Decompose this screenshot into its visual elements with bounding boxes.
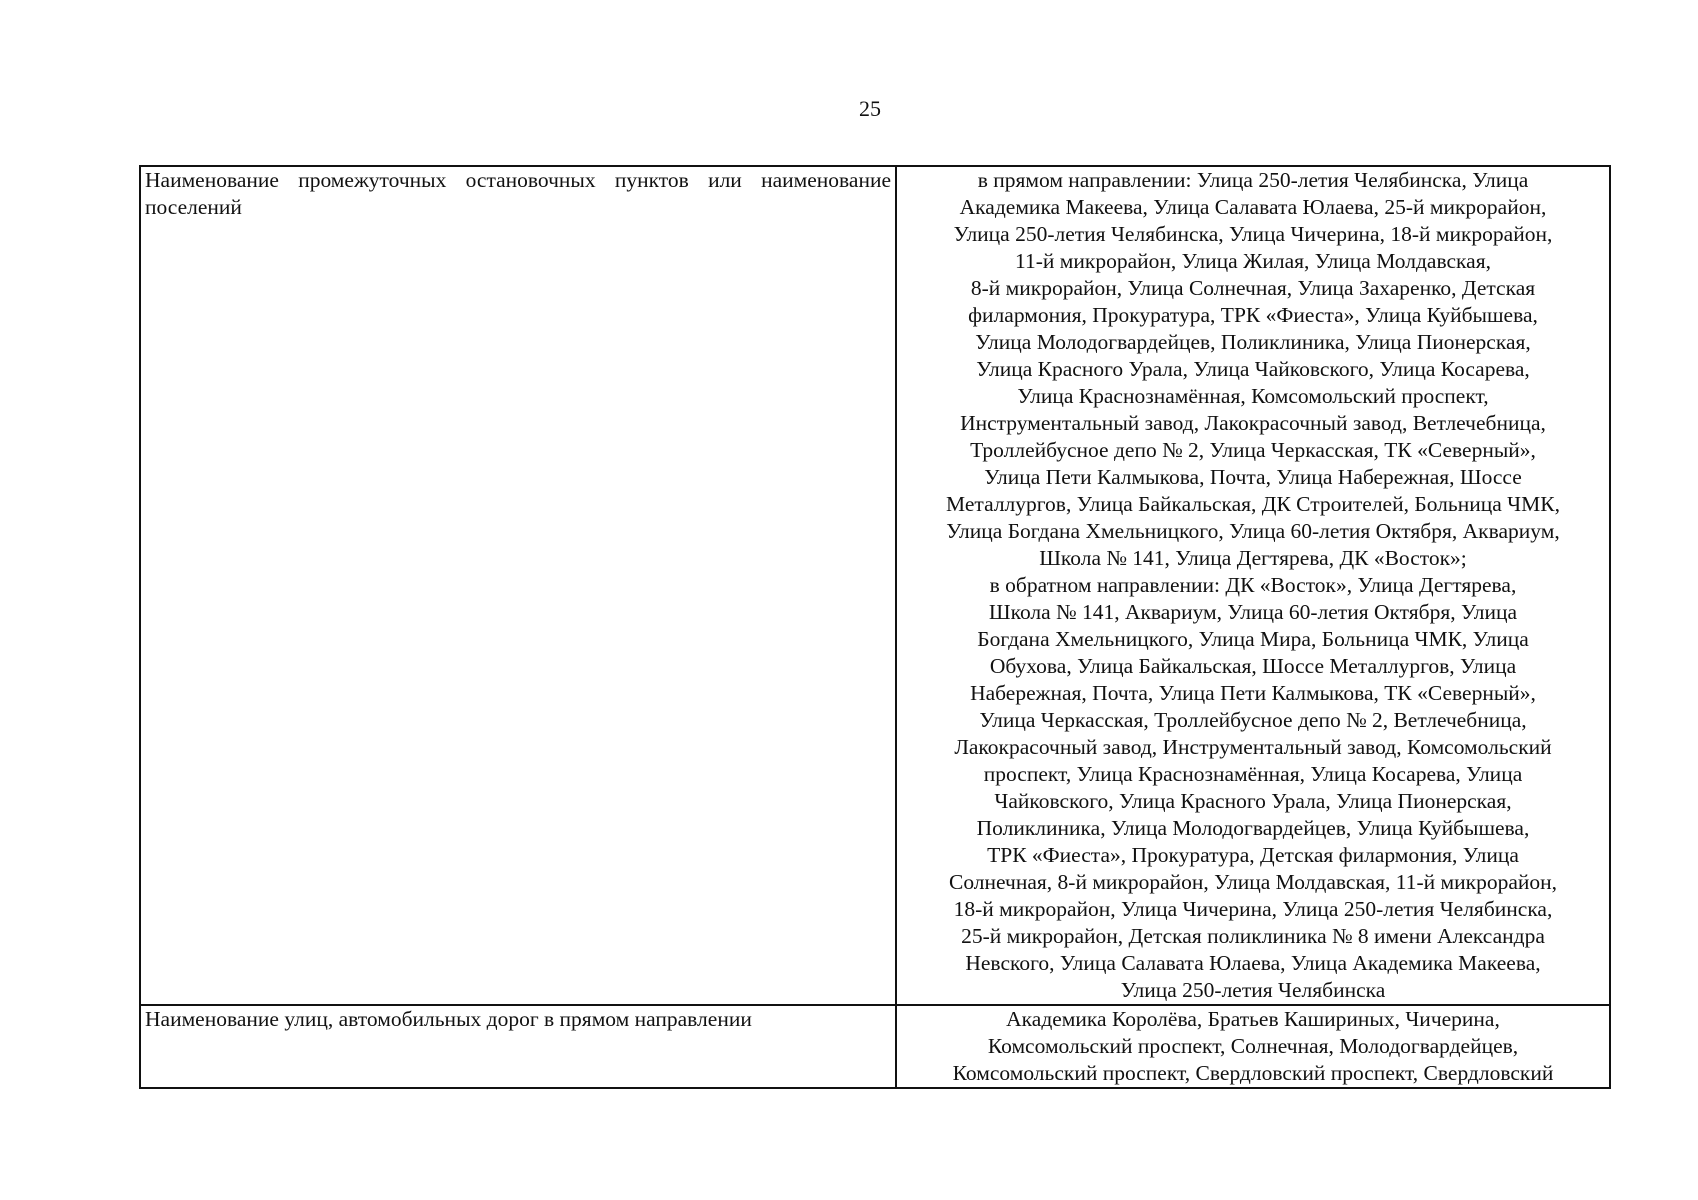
value-line: Поликлиника, Улица Молодогвардейцев, Улица Куйбышева, bbox=[976, 816, 1530, 840]
value-line: Улица Богдана Хмельницкого, Улица 60-летия Октября, Аквариум, bbox=[946, 519, 1560, 543]
value-line: Солнечная, 8-й микрорайон, Улица Молдавская, 11-й микрорайон, bbox=[948, 870, 1557, 894]
value-line: 8-й микрорайон, Улица Солнечная, Улица Захаренко, Детская bbox=[970, 276, 1536, 300]
value-line: Комсомольский проспект, Свердловский проспект, Свердловский bbox=[952, 1061, 1554, 1085]
value-line: Улица Краснознамённая, Комсомольский проспект, bbox=[1017, 384, 1489, 408]
value-line: филармония, Прокуратура, ТРК «Фиеста», Улица Куйбышева, bbox=[968, 303, 1538, 327]
value-line: Богдана Хмельницкого, Улица Мира, Больница ЧМК, Улица bbox=[977, 627, 1529, 651]
value-line: Комсомольский проспект, Солнечная, Молодогвардейцев, bbox=[987, 1034, 1519, 1058]
value-line: 18-й микрорайон, Улица Чичерина, Улица 250-летия Челябинска, bbox=[953, 897, 1553, 921]
value-line: Лакокрасочный завод, Инструментальный завод, Комсомольский bbox=[954, 735, 1552, 759]
table-row bbox=[140, 166, 1610, 1005]
value-line: проспект, Улица Краснознамённая, Улица Косарева, Улица bbox=[983, 762, 1523, 786]
value-line: Академика Макеева, Улица Салавата Юлаева, 25-й микрорайон, bbox=[959, 195, 1547, 219]
value-line: Набережная, Почта, Улица Пети Калмыкова, ТК «Северный», bbox=[970, 681, 1536, 705]
value-line: Улица 250-летия Челябинска bbox=[1120, 978, 1386, 1002]
value-line: Улица Молодогвардейцев, Поликлиника, Улица Пионерская, bbox=[975, 330, 1531, 354]
table-row bbox=[140, 1005, 1610, 1088]
value-line: ТРК «Фиеста», Прокуратура, Детская филармония, Улица bbox=[987, 843, 1519, 867]
value-line: Троллейбусное депо № 2, Улица Черкасская, ТК «Северный», bbox=[970, 438, 1536, 462]
value-line: Улица 250-летия Челябинска, Улица Чичерина, 18-й микрорайон, bbox=[953, 222, 1553, 246]
value-line: 11-й микрорайон, Улица Жилая, Улица Молдавская, bbox=[1015, 249, 1491, 273]
value-line: Металлургов, Улица Байкальская, ДК Строителей, Больница ЧМК, bbox=[946, 492, 1560, 516]
row-value-intermediate-stops bbox=[896, 166, 1610, 1005]
value-line: Улица Пети Калмыкова, Почта, Улица Набережная, Шоссе bbox=[984, 465, 1522, 489]
value-line: Школа № 141, Аквариум, Улица 60-летия Октября, Улица bbox=[988, 600, 1518, 624]
value-line: Чайковского, Улица Красного Урала, Улица Пионерская, bbox=[994, 789, 1512, 813]
value-line: Улица Красного Урала, Улица Чайковского, Улица Косарева, bbox=[976, 357, 1530, 381]
value-line: Академика Королёва, Братьев Кашириных, Чичерина, bbox=[1006, 1007, 1500, 1031]
row-label-intermediate-stops: Наименование промежуточных остановочных пунктов или наименование поселений bbox=[140, 166, 896, 1005]
row-label-streets-forward: Наименование улиц, автомобильных дорог в прямом направлении bbox=[140, 1005, 896, 1088]
value-line: Невского, Улица Салавата Юлаева, Улица Академика Макеева, bbox=[965, 951, 1541, 975]
value-line: Инструментальный завод, Лакокрасочный завод, Ветлечебница, bbox=[960, 411, 1546, 435]
value-line: в обратном направлении: ДК «Восток», Улица Дегтярева, bbox=[989, 573, 1517, 597]
page-number: 25 bbox=[859, 96, 881, 121]
route-info-table bbox=[139, 165, 1611, 1089]
value-line: 25-й микрорайон, Детская поликлиника № 8 имени Александра bbox=[961, 924, 1545, 948]
row-value-streets-forward bbox=[896, 1005, 1610, 1088]
value-line: Школа № 141, Улица Дегтярева, ДК «Восток»; bbox=[1039, 546, 1467, 570]
value-line: Улица Черкасская, Троллейбусное депо № 2, Ветлечебница, bbox=[979, 708, 1527, 732]
value-line: Обухова, Улица Байкальская, Шоссе Металлургов, Улица bbox=[989, 654, 1517, 678]
value-line: в прямом направлении: Улица 250-летия Челябинска, Улица bbox=[977, 168, 1529, 192]
